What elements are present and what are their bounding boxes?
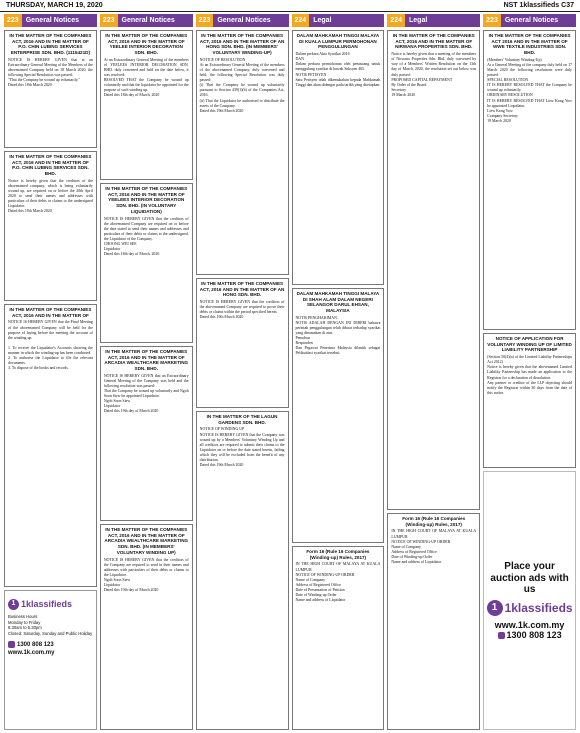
section-title: Legal (313, 17, 332, 24)
section-heading (292, 14, 385, 27)
logo-text: 1klassifieds (21, 599, 73, 609)
section-heading (387, 14, 480, 27)
notice-heading: IN THE MATTER OF THE LAGUN GARDENS SDN. BHD. (206, 414, 278, 425)
notice-heading: Form 16 (Rule 16 Companies (Winding-up) Rules, 2017) (306, 549, 370, 560)
notice (483, 333, 576, 468)
notice-heading: NOTICE OF APPLICATION FOR VOLUNTARY WINDING UP OF LIMITED LIABILITY PARTNERSHIP (487, 336, 572, 353)
notice-body: NOTICE IS HEREBY GIVEN that the creditors of the abovenamed Company are required to prove their debts or claims within the period specified herein. Dated this 19th March 2020 (199, 300, 285, 320)
notice-heading: IN THE MATTER OF THE COMPANIES ACT, 2016 AND IN THE MATTER OF AN HONG SDN. BHD. (199, 281, 285, 298)
notice-body: IN THE HIGH COURT OF MALAYA AT KUALA LUMPUR NOTICE OF WINDING-UP ORDER Name of Company Address of Registered Office Date of Winding-up Order Name and address of Liquidator (391, 529, 477, 564)
notice-heading: IN THE MATTER OF THE COMPANIES ACT, 2016 AND IN THE MATTER OF YEELEE INTERIOR DECORATION SDN. BHD. (105, 33, 188, 56)
advert-phone: 1300 808 123 (498, 630, 562, 640)
notice-body: NOTICE IS HEREBY GIVEN that the creditors of the abovenamed Company are required on or before the date stated to send their names and addresses and particulars of their debts or claims to the undersigned, the Liquidator of the Company. CHOONG WEI SEE Liquidator Dated this 18th day of March, 2020 (103, 216, 189, 257)
notice (292, 288, 385, 543)
notice (100, 346, 193, 521)
notice-body: Notice is hereby given that the creditors of the abovenamed company, which is being voluntarily wound up, are required on or before the 20th April 2020 to send their names and addresses with particulars of their debts or claims to the undersigned Liquidator. Dated this 18th March 2020 (8, 178, 93, 214)
notice-heading: IN THE MATTER OF THE COMPANIES ACT, 2016 AND IN THE MATTER OF NIRWANA PROPERTIES SDN. BHD. (392, 33, 475, 50)
section-number: 224 (387, 14, 405, 27)
column-3 (196, 14, 289, 730)
notice-heading: IN THE MATTER OF THE COMPANIES ACT, 2016 AND IN THE MATTER OF P.O. CHIN LUBING SERVICES ENTERPRISE SDN. BHD. (1115421D) (9, 33, 92, 56)
notice (387, 30, 480, 510)
advert-headline: Place your auction ads with us (490, 561, 569, 596)
notice-heading: IN THE MATTER OF THE COMPANIES ACT, 2016 AND IN THE MATTER OF YEELEES INTERIOR DECORATION SDN. BHD. (IN VOLUNTARY LIQUIDATION) (105, 186, 188, 214)
column-6 (483, 14, 576, 730)
section-title: General Notices (121, 17, 175, 24)
notice (4, 304, 97, 587)
notice-body: NOTIS PENGHAKIMAN NOTIS ADALAH DENGAN INI DIBERI bahawa perintah penggulungan telah dibuat terhadap syarikat yang dinamakan di atas. Pemohon Responden Dan Pegawai Penerima Malaysia dilantik sebagai Pelikuidasi syarikat tersebut. (295, 315, 381, 356)
notice (196, 411, 289, 730)
column-2 (100, 14, 193, 730)
notice (292, 546, 385, 730)
notice-body: Notice is hereby given that a meeting of the members of Nirwana Properties Sdn. Bhd. duly convened by way of a Members' Written Resolution on the 13th day of March, 2020, the resolution set out below was duly passed: PROPOSED CAPITAL REPAYMENT By Order of the Board Secretary 19 March 2020 (391, 52, 477, 97)
section-title: General Notices (217, 17, 271, 24)
notice (4, 30, 97, 148)
section-number: 224 (292, 14, 310, 27)
contact-phone: 1300 808 123 (8, 641, 93, 649)
business-hours: Business Hours Monday to Friday 8.30am to 5.30pm Closed: Saturday, Sunday and Public Holiday (8, 614, 93, 637)
notice-body: Dalam perkara Akta Syarikat 2016 DAN Dalam perkara permohonan oleh pemiutang untuk menggulung syarikat di bawah Seksyen 465. NOTIS PETISYEN Satu Petisyen telah dikemukakan kepada Mahkamah Tinggi dan akan didengar pada tarikh yang ditetapkan. (295, 52, 381, 87)
notice-heading: IN THE MATTER OF THE COMPANIES ACT, 2016 AND IN THE MATTER OF ARCADIA WEALTHCARE MARKETING SDN. BHD. (IN MEMBERS' VOLUNTARY WINDING UP) (104, 527, 189, 555)
page-header (0, 0, 580, 12)
section-number: 223 (100, 14, 118, 27)
notice (196, 30, 289, 275)
section-heading (483, 14, 576, 27)
notice (387, 513, 480, 730)
notice (100, 30, 193, 180)
notice (100, 524, 193, 730)
notice-body: IN THE HIGH COURT OF MALAYA AT KUALA LUMPUR NOTICE OF WINDING-UP ORDER Name of Company Address of Registered Office Date of Presentation of Petition Date of Winding-up Order Name and address of Liquidator (295, 562, 381, 603)
notice (196, 278, 289, 408)
phone-icon (8, 641, 15, 648)
section-title: General Notices (25, 17, 79, 24)
notice-body: NOTICE OF WINDING UP NOTICE IS HEREBY GIVEN that the Company was wound up by a Members' Voluntary Winding Up and all creditors are required to submit their claims to the Liquidator on or before the date stated herein, failing which they will be excluded from the benefit of any distribution. Dated this 19th March 2020 (199, 427, 285, 468)
notice-body: (Section 50(4)(a) of the Limited Liability Partnerships Act 2012) Notice is hereby given that the abovenamed Limited Liability Partnership has made an application to the Registrar for a declaration of dissolution. Any partner or creditor of the LLP objecting should notify the Registrar within 30 days from the date of this notice. (487, 355, 572, 395)
column-4 (292, 14, 385, 730)
notice (4, 151, 97, 301)
notice (483, 30, 576, 330)
column-1 (4, 14, 97, 730)
section-number: 223 (4, 14, 22, 27)
notice (100, 183, 193, 343)
column-5 (387, 14, 480, 730)
klassifieds-logo-icon: 1 (487, 600, 503, 616)
advert-logo (487, 600, 573, 616)
contact-website[interactable]: www.1k.com.my (8, 650, 55, 656)
section-heading (100, 14, 193, 27)
notice-body: NOTICE OF RESOLUTION At an Extraordinary General Meeting of the members of the abovenamed Company, duly convened and held, the following Special Resolution was duly passed: (i) That the Company be wound up voluntarily pursuant to Section 439(1)(b) of the Companies Act, 2016. (ii) That the Liquidator be authorised to distribute the assets of the Company. Dated this 19th March 2020 (199, 57, 285, 113)
advert-logo (8, 598, 93, 610)
notice-body: NOTICE IS HEREBY GIVEN that an Extraordinary General Meeting of the Company was held and the following resolution was passed: That the Company be wound up voluntarily and Ngoh Soon Siew be appointed Liquidator. Ngoh Soon Siew Liquidator Dated this 19th day of March 2020 (103, 373, 189, 414)
phone-icon (498, 632, 505, 639)
notice-body: At an Extraordinary General Meeting of the members of YEELEES INTERIOR DECORATION SDN. BHD. duly convened and held on the date below, it was resolved: RESOLVED THAT the Company be wound up voluntarily and that the liquidator be appointed for the purpose of such winding up. Dated this 18th day of March, 2020 (103, 57, 189, 98)
section-title: Legal (409, 17, 428, 24)
notice-body: NOTICE IS HEREBY GIVEN that the creditors of the Company are required to send in their names and addresses with particulars of their debts or claims to the Liquidator. Ngoh Soon Siew Liquidator Dated this 19th day of March 2020 (103, 557, 189, 593)
section-heading (196, 14, 289, 27)
classifieds-grid (4, 14, 576, 730)
notice-heading: IN THE MATTER OF THE COMPANIES ACT, 2016 AND IN THE MATTER OF AN HONG SDN. BHD. (IN MEMBERS' VOLUNTARY WINDING-UP) (199, 33, 285, 56)
header-section: NST 1klassifieds C37 (503, 2, 574, 9)
notice-body: (Members' Voluntary Winding-Up) At a General Meeting of the company duly held on 17 March 2020 the following resolutions were duly passed: SPECIAL RESOLUTION IT IS HEREBY RESOLVED THAT the Company be wound up voluntarily. ORDINARY RESOLUTION IT IS HEREBY RESOLVED THAT Liew Kong Yow be appointed Liquidator. Liew Kong Yow Company Secretary 19 March 2020 (487, 57, 572, 123)
klassifieds-logo-icon: 1 (8, 599, 19, 610)
contact-advert (4, 590, 97, 730)
header-date: THURSDAY, MARCH 19, 2020 (6, 2, 103, 9)
notice-body: NOTICE IS HEREBY GIVEN that at an Extraordinary General Meeting of the Members of the abovenamed Company held on 18 March 2020, the following Special Resolution was passed: "That the Company be wound up voluntarily." Dated this 18th March 2020 (8, 57, 93, 88)
auction-advert[interactable] (483, 471, 576, 730)
notice-heading: IN THE MATTER OF THE COMPANIES ACT, 2016 AND IN THE MATTER OF P.O. CHIN LUBING SERVICES SDN. BHD. (9, 154, 92, 177)
advert-website[interactable]: www.1k.com.my (494, 619, 565, 630)
section-title: General Notices (504, 17, 559, 24)
notice-body: NOTICE IS HEREBY GIVEN that the Final Meeting of the abovenamed Company will be held for the purpose of laying before the meeting the account of the winding up. 1. To receive the Liquidator's Accounts showing the manner in which the winding-up has been conducted. 2. To authorise the Liquidator to file the relevant documents. 3. To dispose of the books and records. (8, 320, 93, 371)
notice (292, 30, 385, 285)
section-number: 223 (196, 14, 214, 27)
notice-heading: IN THE MATTER OF THE COMPANIES ACT, 2016 AND IN THE MATTER OF ARCADIA WEALTHCARE MARKETING SDN. BHD. (104, 349, 189, 372)
notice-heading: DALAM MAHKAMAH TINGGI MALAYA DI KUALA LUMPUR PERMOHONAN PENGGULUNGAN (296, 33, 380, 50)
notice-heading: Form 16 (Rule 16 Companies (Winding-up) Rules, 2017) (402, 516, 466, 527)
logo-text: 1klassifieds (504, 600, 573, 615)
notice-heading: IN THE MATTER OF THE COMPANIES ACT 2016 AND IN THE MATTER OF WWE TEXTILE INDUSTRIES SDN. BHD. (488, 33, 571, 56)
notice-heading: IN THE MATTER OF THE COMPANIES ACT, 2016 AND IN THE MATTER OF (9, 307, 92, 318)
section-heading (4, 14, 97, 27)
section-number: 223 (483, 14, 501, 27)
notice-heading: DALAM MAHKAMAH TINGGI MALAYA DI SHAH ALAM DALAM NEGERI SELANGOR DARUL EHSAN, MALAYSIA (296, 291, 380, 314)
